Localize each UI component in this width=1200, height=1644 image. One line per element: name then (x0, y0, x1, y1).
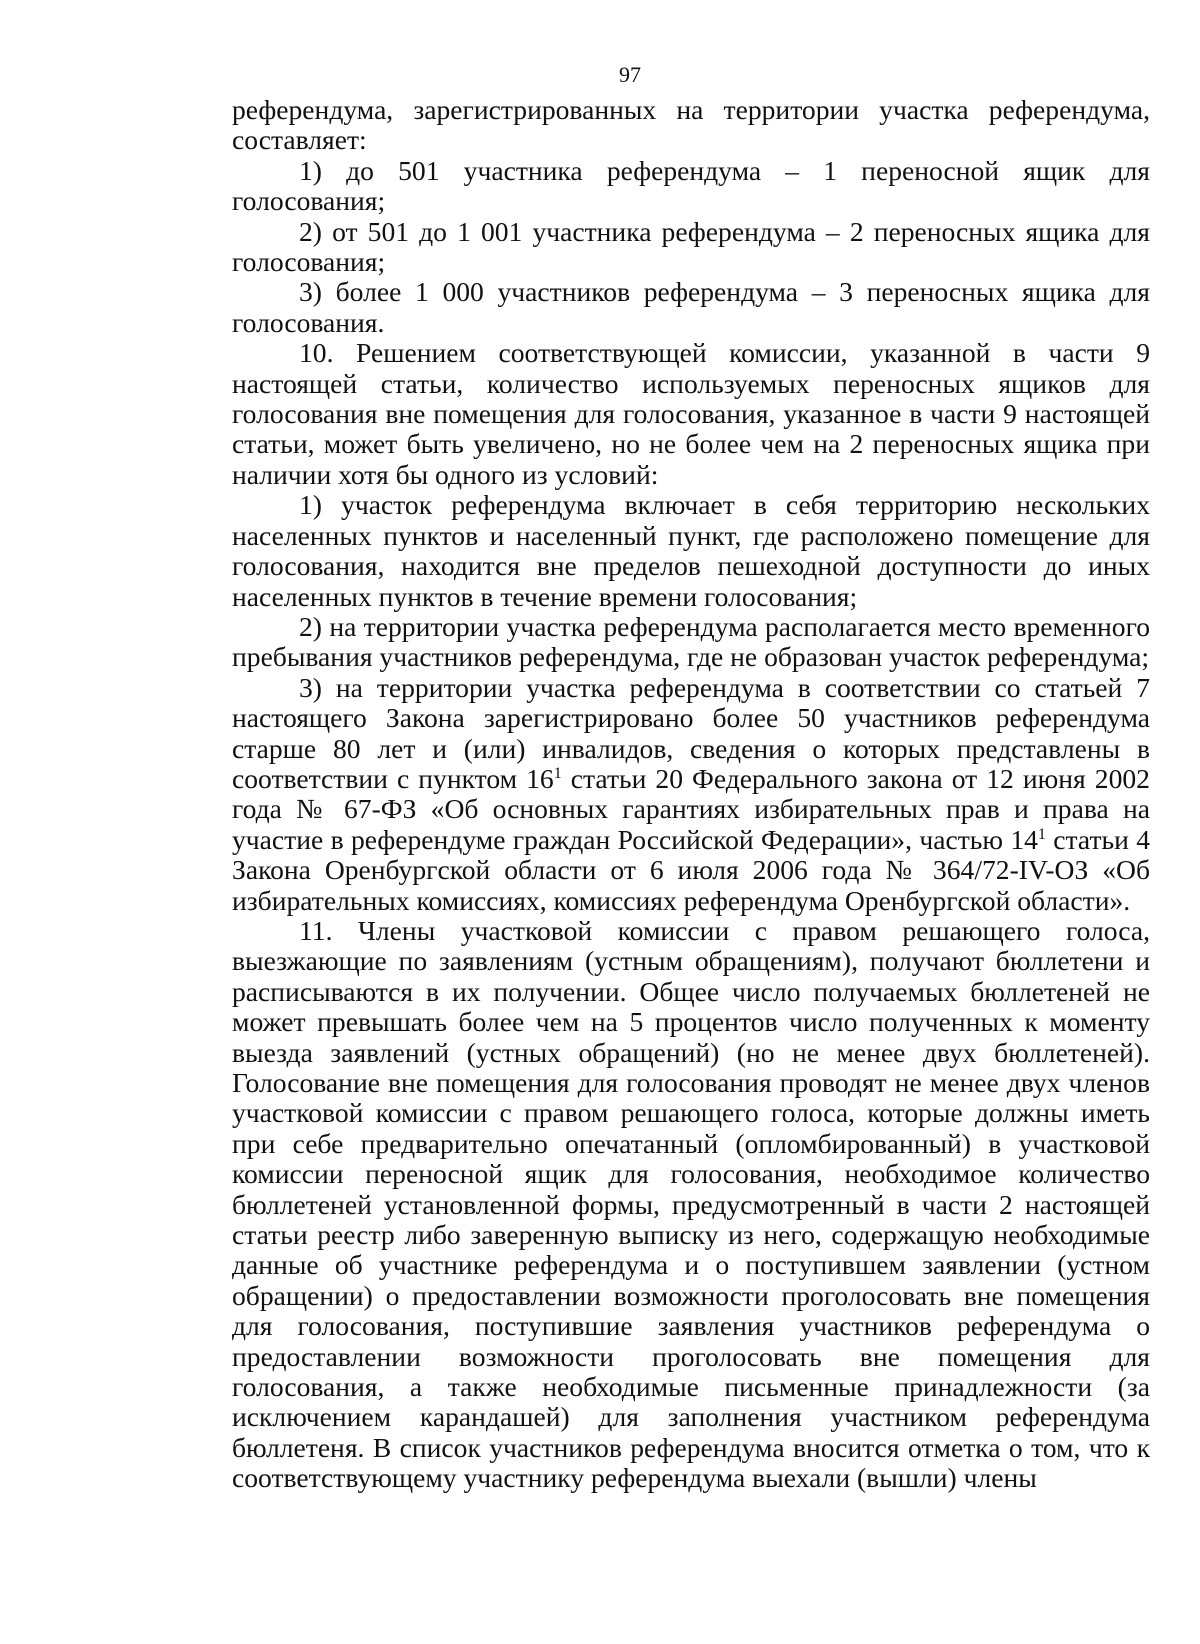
condition-item-3-text-1: 3) на территории участка референдума в соответствии со статьей 7 настоящего Закона зарегистрировано более 50 участников референдума старше 80 лет и (или) инвалидов, сведения о которых представлены в соответствии с пунктом 16 (232, 671, 1150, 794)
page-number: 97 (619, 62, 641, 87)
list-item-1: 1) до 501 участника референдума – 1 переносной ящик для голосования; (232, 154, 1150, 217)
paragraph-11: 11. Члены участковой комиссии с правом решающего голоса, выезжающие по заявлениям (устным обращениям), получают бюллетени и расписываются в их получении. Общее число получаемых бюллетеней не может превышать более чем на 5 процентов число полученных к моменту выезда заявлений (устных обращений) (но не менее двух бюллетеней). Голосование вне помещения для голосования проводят не менее двух членов участковой комиссии с правом решающего голоса, которые должны иметь при себе предварительно опечатанный (опломбированный) в участковой комиссии переносной ящик для голосования, необходимое количество бюллетеней установленной формы, предусмотренный в части 2 настоящей статьи реестр либо заверенную выписку из него, содержащую необходимые данные об участнике референдума и о поступившем заявлении (устном обращении) о предоставлении возможности проголосовать вне помещения для голосования, поступившие заявления участников референдума о предоставлении возможности проголосовать вне помещения для голосования, а также необходимые письменные принадлежности (за исключением карандашей) для заполнения участником референдума бюллетеня. В список участников референдума вносится отметка о том, что к соответствующему участнику референдума выехали (вышли) члены (232, 914, 1150, 1494)
paragraph-10: 10. Решением соответствующей комиссии, указанной в части 9 настоящей статьи, количество используемых переносных ящиков для голосования вне помещения для голосования, указанное в части 9 настоящей статьи, может быть увеличено, но не более чем на 2 переносных ящика при наличии хотя бы одного из условий: (232, 337, 1150, 490)
condition-item-3-text-3: статьи 4 Закона Оренбургской области от 6 июля 2006 года № 364/72-IV-ОЗ «Об избирательных комиссиях, комиссиях референдума Оренбургской области». (232, 823, 1151, 916)
superscript-1: 1 (553, 764, 562, 782)
condition-item-1: 1) участок референдума включает в себя территорию нескольких населенных пунктов и населенный пункт, где расположено помещение для голосования, находится вне пределов пешеходной доступности до иных населенных пунктов в течение времени голосования; (232, 489, 1150, 612)
condition-item-3 (232, 673, 1150, 916)
list-item-3: 3) более 1 000 участников референдума – 3 переносных ящика для голосования. (232, 276, 1150, 338)
document-body (232, 95, 1150, 1494)
paragraph-continuation: референдума, зарегистрированных на территории участка референдума, составляет: (232, 94, 1150, 156)
condition-item-2: 2) на территории участка референдума располагается место временного пребывания участников референдума, где не образован участок референдума; (232, 610, 1150, 673)
condition-item-3-text-2: статьи 20 Федерального закона от 12 июня 2002 года № 67-ФЗ «Об основных гарантиях избирательных прав и права на участие в референдуме граждан Российской Федерации», частью 14 (232, 762, 1150, 855)
list-item-2: 2) от 501 до 1 001 участника референдума – 2 переносных ящика для голосования; (232, 215, 1150, 278)
superscript-2: 1 (1037, 825, 1046, 843)
